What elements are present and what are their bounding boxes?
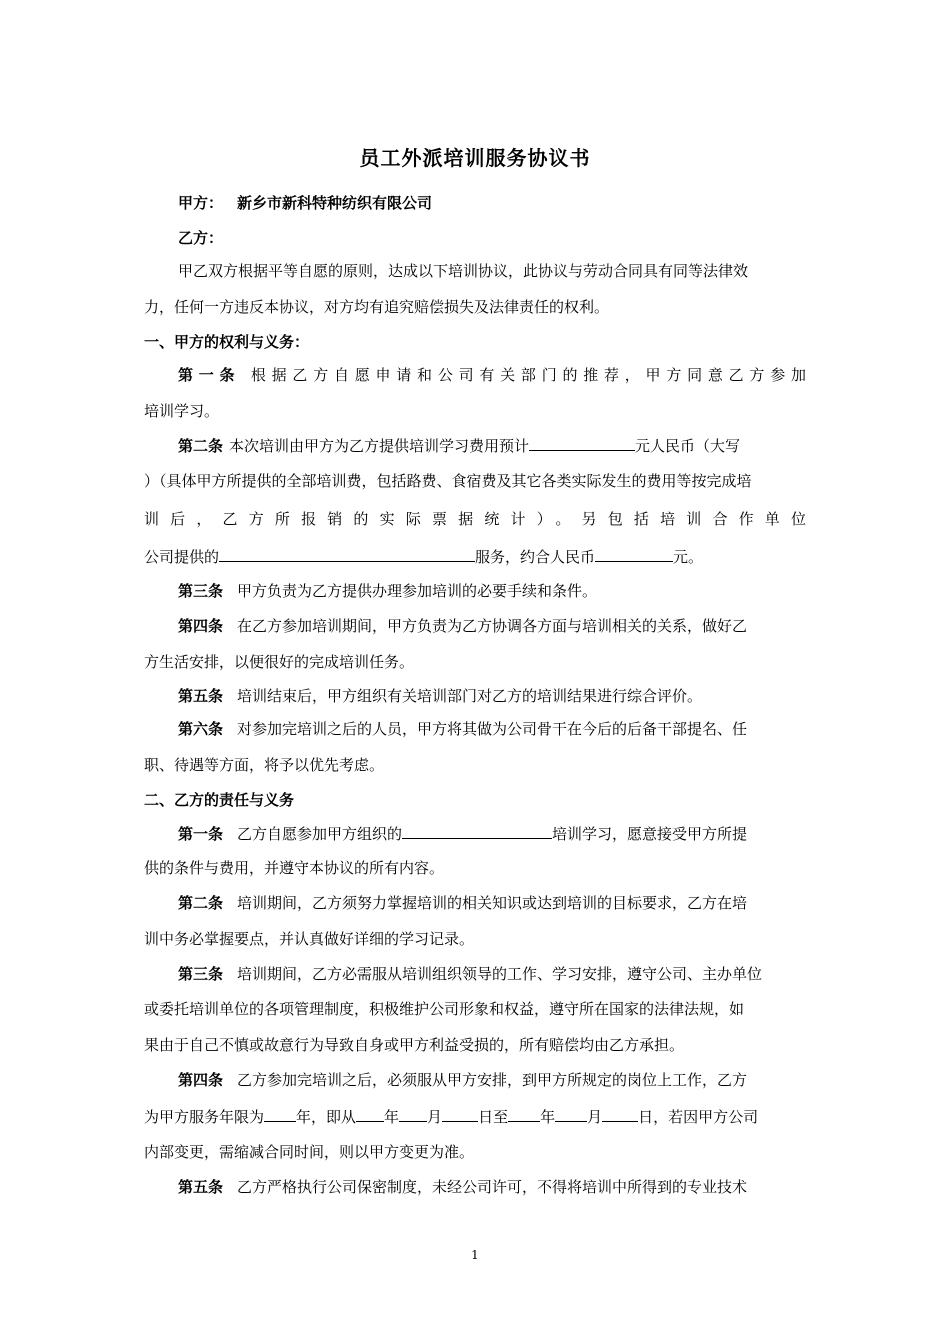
article-label: 第二条 — [178, 437, 224, 455]
partner-service-blank[interactable] — [219, 545, 475, 562]
s1-article4-line2: 方生活安排，以便很好的完成培训任务。 — [144, 653, 415, 671]
s1-article6-line2: 职、待遇等方面，将予以优先考虑。 — [144, 756, 385, 774]
section1-heading: 一、甲方的权利与义务： — [144, 333, 310, 351]
s2-article1-line1: 第一条 乙方自愿参加甲方组织的 培训学习，愿意接受甲方所提 — [178, 822, 806, 845]
document-title: 员工外派培训服务协议书 — [359, 146, 591, 170]
years-blank[interactable] — [264, 1105, 296, 1122]
article-label: 第四条 — [178, 1071, 224, 1089]
s2-article4-line1: 第四条 乙方参加完培训之后，必须服从甲方安排，到甲方所规定的岗位上工作，乙方 — [178, 1071, 748, 1089]
section2-heading: 二、乙方的责任与义务 — [144, 791, 295, 809]
article-label: 第四条 — [178, 617, 224, 635]
budget-blank[interactable] — [529, 434, 635, 451]
start-year-blank[interactable] — [356, 1105, 384, 1122]
s2-article2-line1: 第二条 培训期间，乙方须努力掌握培训的相关知识或达到培训的目标要求，乙方在培 — [178, 894, 748, 912]
s1-article5: 第五条 培训结束后，甲方组织有关培训部门对乙方的培训结果进行综合评价。 — [178, 687, 703, 705]
s1-article3: 第三条 甲方负责为乙方提供办理参加培训的必要手续和条件。 — [178, 582, 598, 600]
start-month-blank[interactable] — [399, 1105, 427, 1122]
s2-article5-line1: 第五条 乙方严格执行公司保密制度，未经公司许可，不得将培训中所得到的专业技术 — [178, 1178, 748, 1196]
end-year-blank[interactable] — [508, 1105, 540, 1122]
training-name-blank[interactable] — [402, 822, 552, 839]
s1-article2-line1: 第二条 本次培训由甲方为乙方提供培训学习费用预计 元人民币（大写 — [178, 434, 806, 457]
s1-article2-line3: 训后，乙方所报销的实际票据统计）。另包括培训合作单位 — [144, 510, 806, 528]
partner-amount-blank[interactable] — [595, 545, 673, 562]
article-label: 第一条 — [178, 825, 224, 843]
end-day-blank[interactable] — [602, 1105, 638, 1122]
party-a-line — [178, 192, 806, 214]
article-label: 第一条 — [178, 366, 241, 384]
start-day-blank[interactable] — [442, 1105, 478, 1122]
end-month-blank[interactable] — [555, 1105, 587, 1122]
party-b-label: 乙方： — [178, 229, 224, 247]
s2-article3-line3: 果由于自己不慎或故意行为导致自身或甲方利益受损的，所有赔偿均由乙方承担。 — [144, 1036, 685, 1054]
s1-article6-line1: 第六条 对参加完培训之后的人员，甲方将其做为公司骨干在今后的后备干部提名、任 — [178, 720, 748, 738]
s1-article1-line1: 第一条 根据乙方自愿申请和公司有关部门的推荐，甲方同意乙方参加 — [178, 366, 806, 384]
s1-article4-line1: 第四条 在乙方参加培训期间，甲方负责为乙方协调各方面与培训相关的关系，做好乙 — [178, 617, 748, 635]
party-b-line — [178, 227, 806, 249]
intro-line-1: 甲乙双方根据平等自愿的原则，达成以下培训协议，此协议与劳动合同具有同等法律效 — [178, 262, 749, 280]
s2-article1-line2: 供的条件与费用，并遵守本协议的所有内容。 — [144, 859, 445, 877]
article-label: 第五条 — [178, 687, 224, 705]
s1-article2-line4: 公司提供的 服务，约合人民币 元。 — [144, 545, 806, 568]
party-a-value: 新乡市新科特种纺织有限公司 — [237, 194, 433, 212]
s1-article1-line2: 培训学习。 — [144, 402, 220, 420]
s2-article3-line1: 第三条 培训期间，乙方必需服从培训组织领导的工作、学习安排，遵守公司、主办单位 — [178, 965, 763, 983]
s2-article4-line3: 内部变更，需缩减合同时间，则以甲方变更为准。 — [144, 1143, 475, 1161]
intro-line-2: 力，任何一方违反本协议，对方均有追究赔偿损失及法律责任的权利。 — [144, 298, 610, 316]
s2-article2-line2: 训中务必掌握要点，并认真做好详细的学习记录。 — [144, 930, 475, 948]
article-label: 第三条 — [178, 582, 224, 600]
article-label: 第六条 — [178, 720, 224, 738]
s2-article4-line2: 为甲方服务年限为 年，即从 年 月 日至 年 月 日，若因甲方公司 — [144, 1105, 806, 1128]
page-number: 1 — [471, 1248, 479, 1262]
article-label: 第五条 — [178, 1178, 224, 1196]
article-label: 第三条 — [178, 965, 224, 983]
article-label: 第二条 — [178, 894, 224, 912]
s1-article2-line2: ）（具体甲方所提供的全部培训费，包括路费、食宿费及其它各类实际发生的费用等按完成培 — [144, 472, 752, 490]
s2-article3-line2: 或委托培训单位的各项管理制度，积极维护公司形象和权益，遵守所在国家的法律法规，如 — [144, 1000, 745, 1018]
party-a-label: 甲方： — [178, 194, 224, 212]
